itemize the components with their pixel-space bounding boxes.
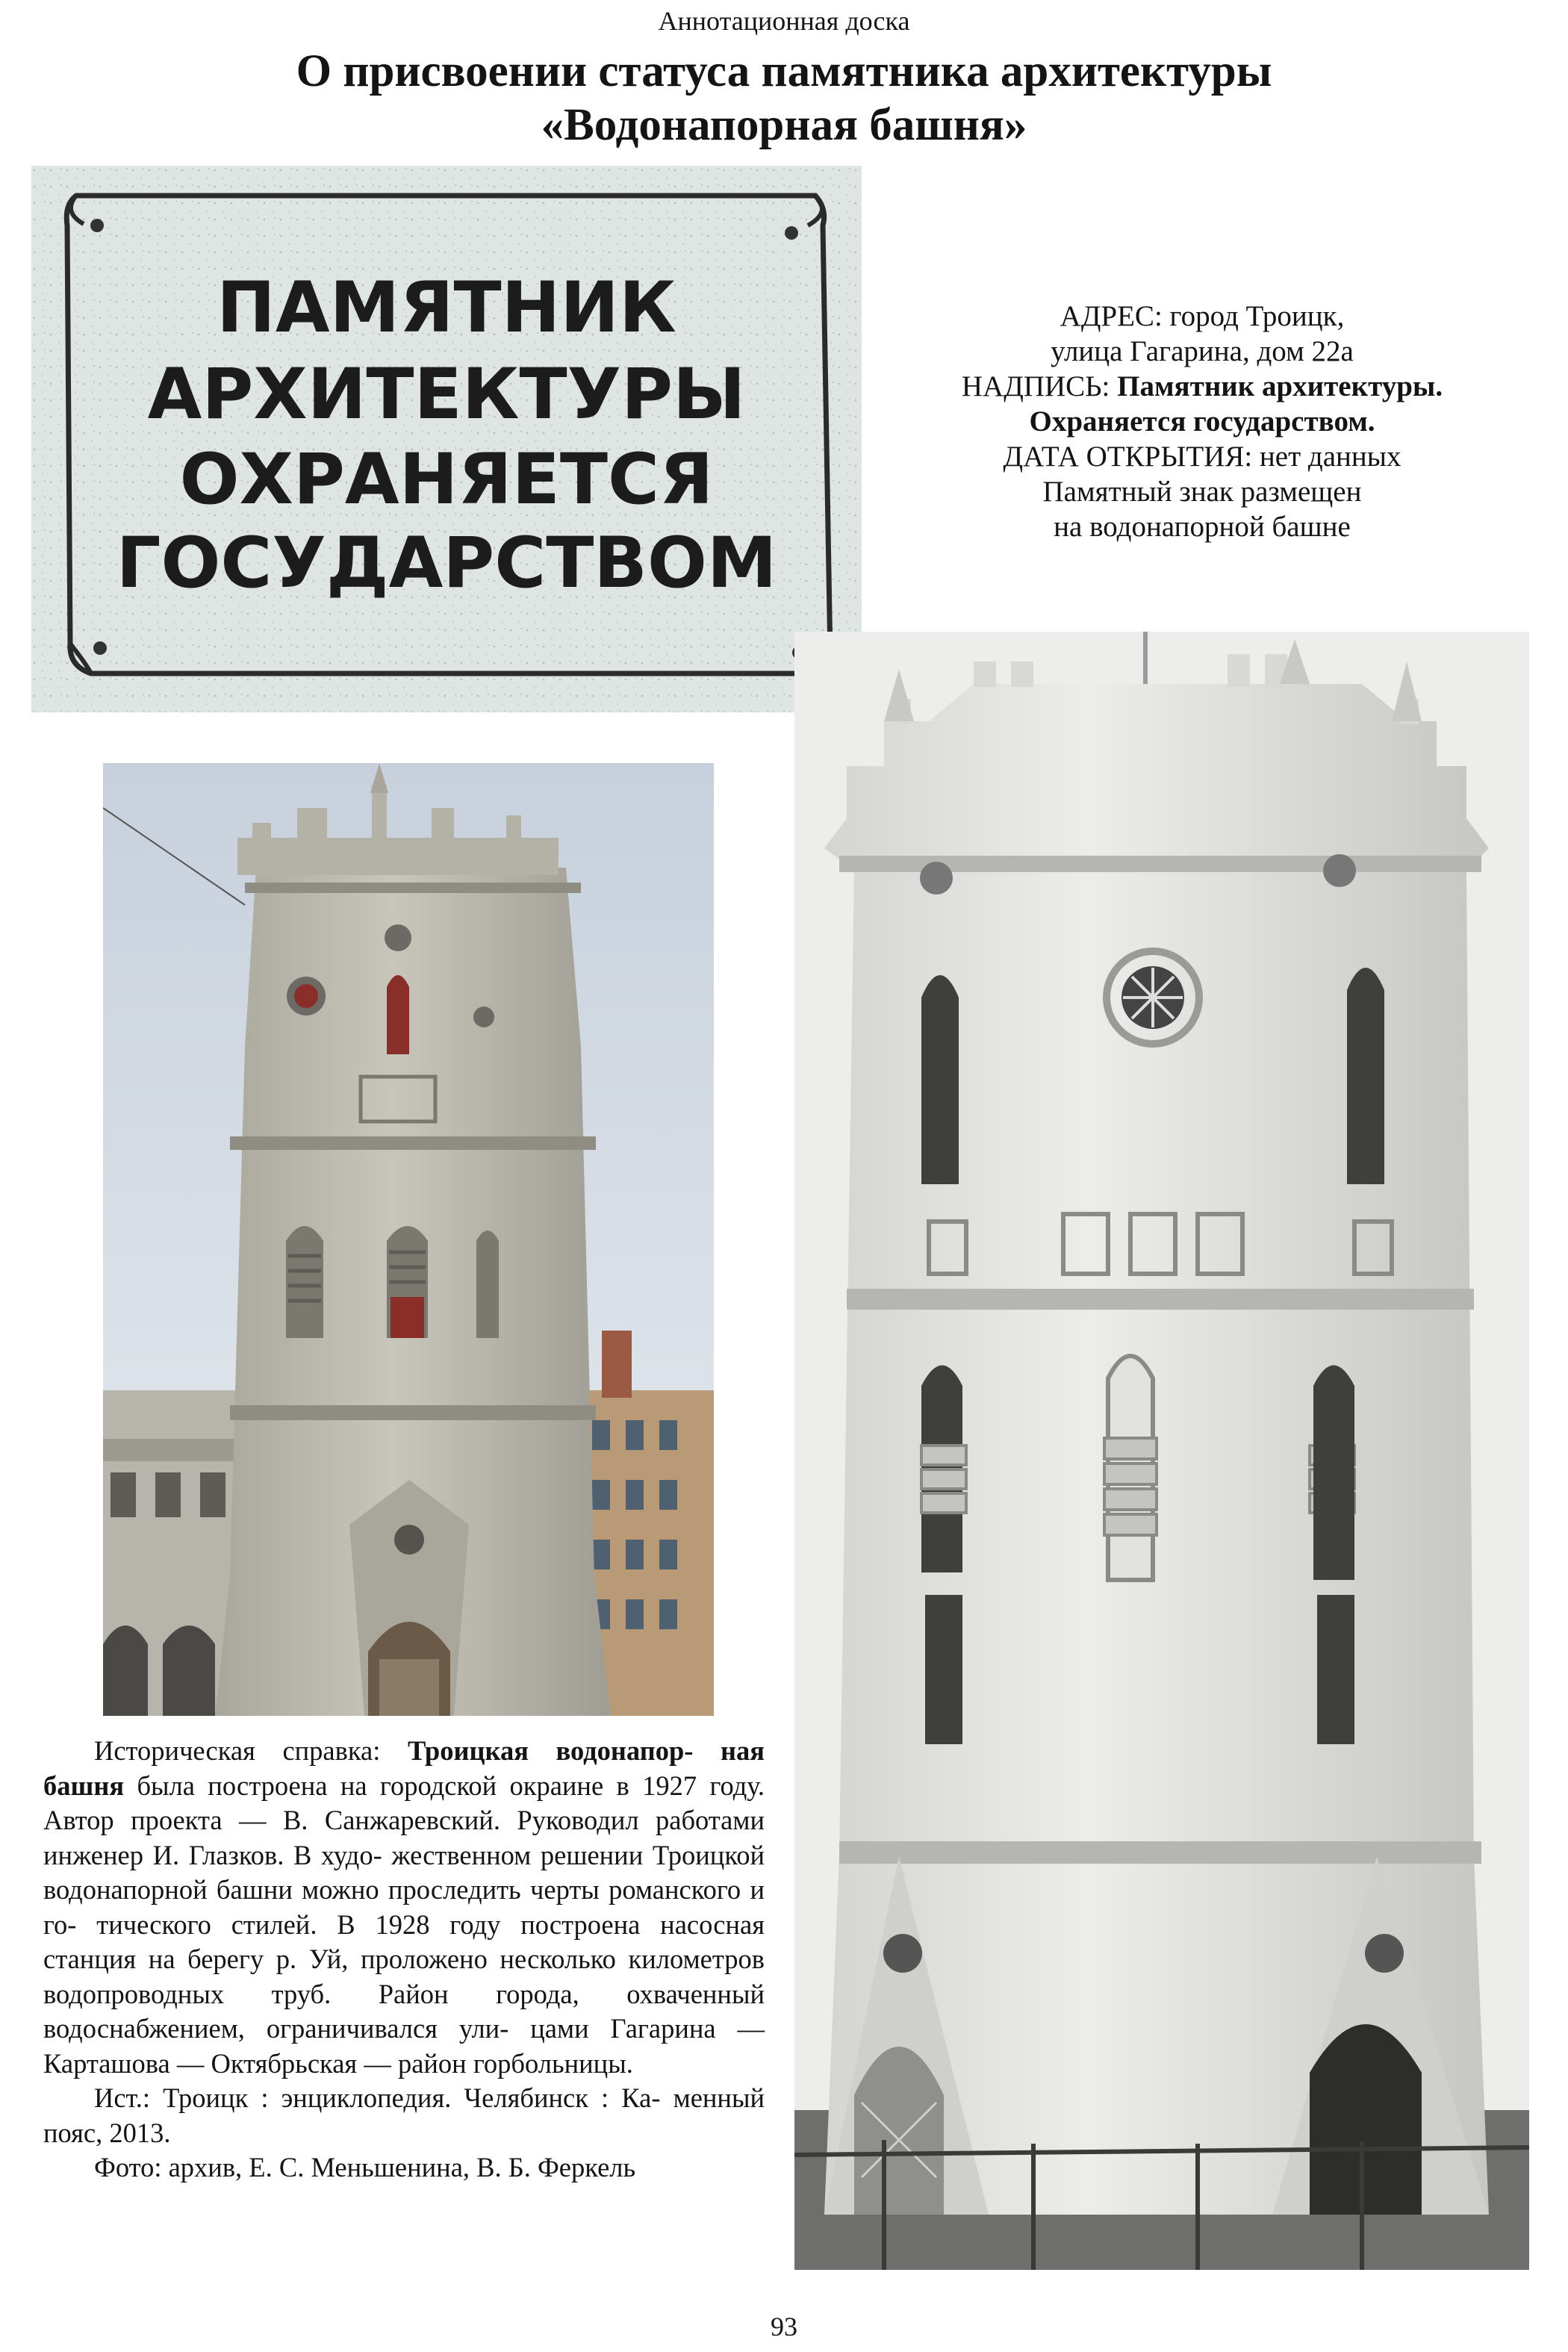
- history-line: тического стилей. В 1928 году построена насосная: [96, 1908, 765, 1940]
- title-line-2: «Водонапорная башня»: [541, 100, 1027, 150]
- history-lead: Историческая справка:: [94, 1735, 381, 1766]
- placement-line-2: на водонапорной башне: [1054, 511, 1351, 543]
- page-title: [75, 45, 1493, 152]
- source-citation: [43, 2081, 765, 2150]
- inscription-value: Памятник архитектуры.: [1117, 370, 1443, 402]
- plaque-line-1: ПАМЯТНИК: [217, 267, 676, 349]
- plaque-line-4: ГОСУДАРСТВОМ: [116, 523, 777, 604]
- history-line: башни можно проследить черты романского и го-: [43, 1874, 765, 1940]
- inscription-label: НАДПИСЬ:: [961, 370, 1110, 402]
- history-line: в 1927 году. Автор проекта — В. Санжаревский.: [43, 1770, 765, 1835]
- address-line-2: улица Гагарина, дом 22а: [1051, 335, 1354, 367]
- source-line-1: Ист.: Троицк : энциклопедия. Челябинск : Ка-: [94, 2082, 661, 2113]
- history-paragraph: [43, 1734, 765, 2081]
- history-line: цами Гагарина — Карташова — Октябрьская —: [43, 2013, 765, 2079]
- photo-credit: Фото: архив, Е. С. Меньшенина, В. Б. Феркель: [94, 2152, 636, 2183]
- history-line: жественном решении Троицкой водонапорной: [43, 1839, 765, 1905]
- history-line: Руководил работами инженер И. Глазков. В худо-: [43, 1805, 765, 1870]
- plaque-photo: [31, 166, 862, 712]
- plaque-line-3: ОХРАНЯЕТСЯ: [179, 439, 714, 520]
- source-line-2: менный пояс, 2013.: [43, 2082, 765, 2148]
- title-line-1: О присвоении статуса памятника архитектуры: [296, 46, 1272, 96]
- section-label: Аннотационная доска: [658, 6, 910, 36]
- history-line: охваченный водоснабжением, ограничивался ули-: [43, 1978, 765, 2044]
- opening-value: нет данных: [1259, 441, 1401, 473]
- opening-date-line: [866, 439, 1538, 474]
- page-number: 93: [771, 2312, 797, 2342]
- address-label: АДРЕС:: [1060, 300, 1163, 332]
- history-bold-2: ная башня: [43, 1735, 765, 1801]
- address-value: город Троицк,: [1169, 300, 1345, 332]
- history-line: станция на берегу р. Уй, проложено несколько: [43, 1944, 616, 1974]
- inscription-line-1: [866, 369, 1538, 404]
- tower-archive-photo: [794, 632, 1529, 2270]
- inscription-line-2: [866, 404, 1538, 439]
- info-block: [866, 299, 1538, 544]
- inscription-value-2: Охраняется государством.: [1029, 405, 1375, 438]
- placement-line-1: Памятный знак размещен: [1042, 476, 1362, 508]
- history-line: километров водопроводных труб. Район города,: [43, 1944, 765, 2009]
- history-bold-1: Троицкая водонапор-: [407, 1735, 694, 1766]
- plaque-line-2: АРХИТЕКТУРЫ: [147, 354, 746, 435]
- history-line: была построена на городской окраине: [137, 1770, 604, 1801]
- historical-note: [43, 1734, 765, 2185]
- history-line: район горбольницы.: [397, 2047, 633, 2079]
- opening-label: ДАТА ОТКРЫТИЯ:: [1003, 441, 1253, 473]
- tower-color-photo: [103, 763, 714, 1716]
- address-line-1: [866, 299, 1538, 334]
